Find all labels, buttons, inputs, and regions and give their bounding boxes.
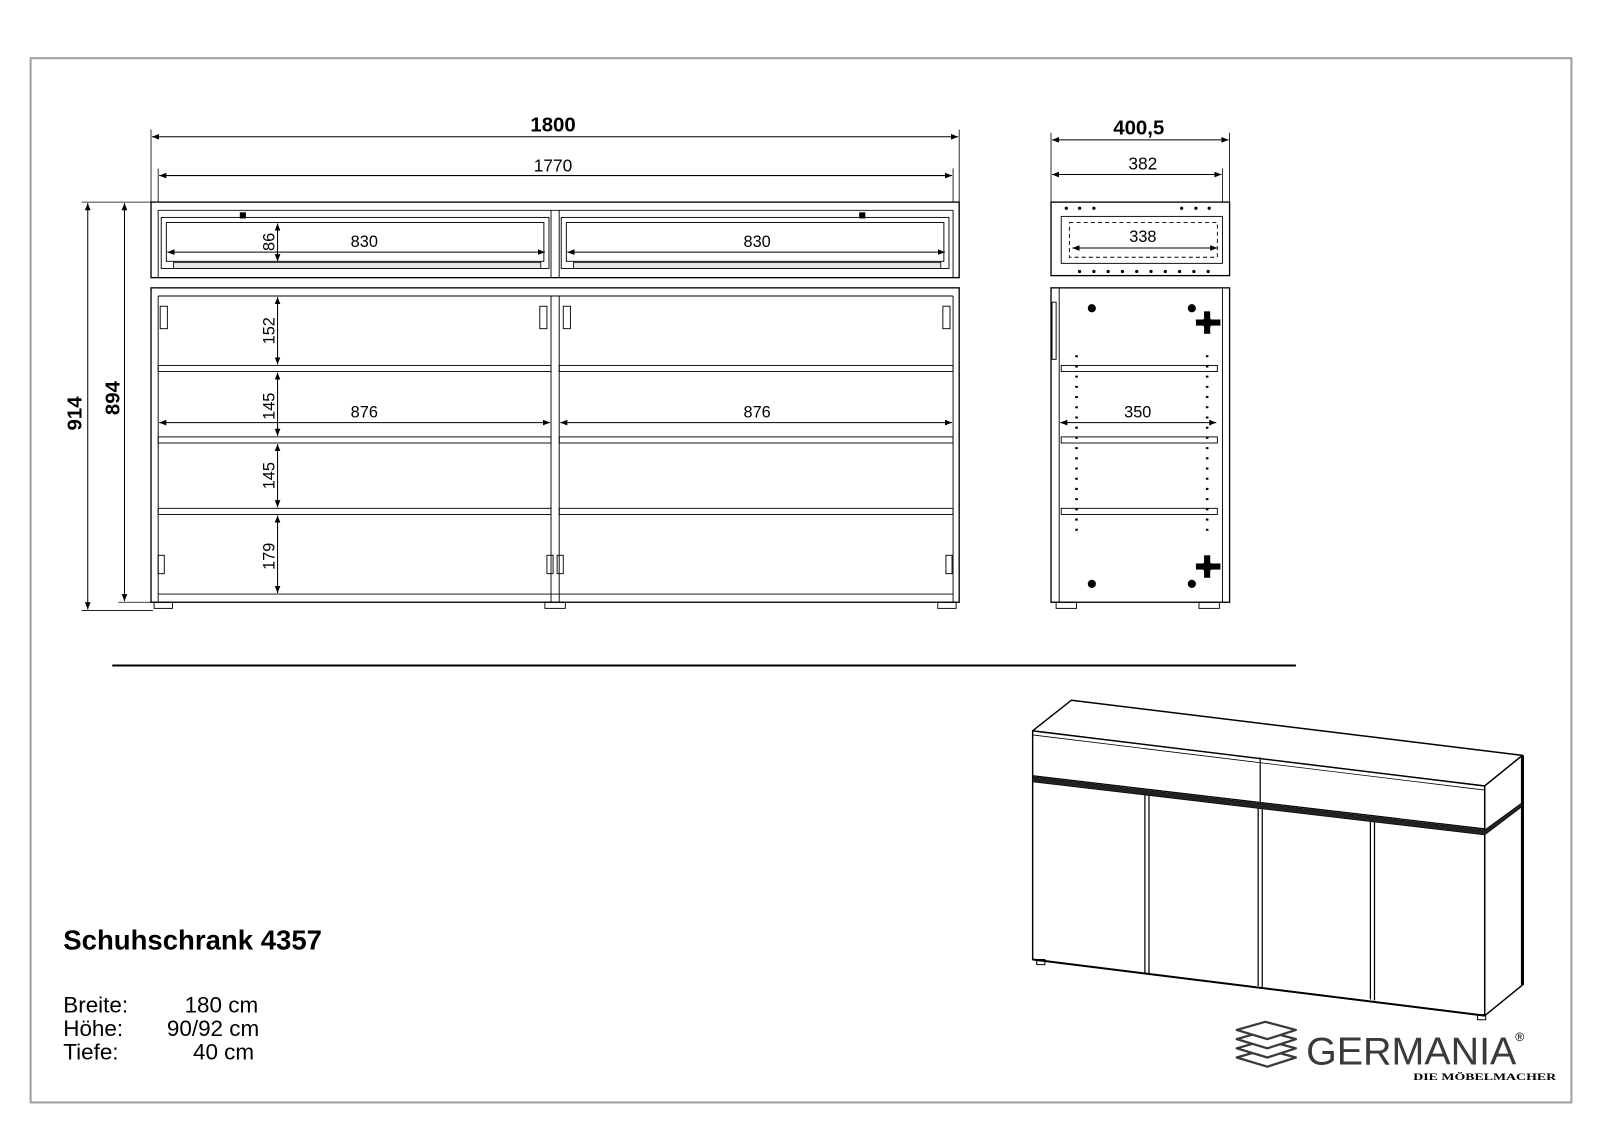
dim-label-overall-width: 1800 [530, 114, 576, 137]
front-view [65, 115, 960, 611]
dim-label-shelf-spacing-4: 179 [260, 542, 279, 570]
cabinet-foot [1056, 602, 1076, 608]
spec-label-width: Breite: [63, 992, 129, 1018]
dim-label-shelf-depth: 350 [1124, 403, 1152, 422]
dim-label-body-depth: 382 [1128, 153, 1158, 174]
brand-tagline: DIE MÖBELMACHER [1413, 1071, 1557, 1082]
connector-holes [1088, 304, 1196, 588]
cabinet-foot [154, 602, 172, 608]
dim-label-shelf-spacing-3: 145 [260, 462, 279, 490]
hinge [158, 555, 164, 573]
shelf [158, 437, 551, 443]
hinge [563, 306, 570, 328]
dim-label-drawer-height: 86 [260, 232, 279, 251]
drawer-runner-left [173, 262, 540, 268]
spec-label-depth: Tiefe: [63, 1039, 119, 1065]
dim-label-overall-depth: 400,5 [1113, 117, 1165, 140]
dim-label-shelf-spacing-1: 152 [260, 317, 279, 345]
hinge [540, 306, 547, 328]
hinge [943, 306, 950, 328]
shelf [158, 508, 551, 514]
shelf [559, 508, 953, 514]
drawer-knob [859, 212, 865, 218]
product-title: Schuhschrank 4357 [63, 924, 322, 956]
side-view [1051, 118, 1230, 609]
dim-label-drawer-width-right: 830 [743, 233, 771, 252]
drawer-knob [240, 212, 246, 218]
hinge [557, 555, 563, 573]
spec-value-depth: 40 cm [192, 1039, 255, 1065]
spec-value-width: 180 cm [184, 992, 259, 1018]
dim-label-compartment-width-right: 876 [743, 403, 771, 422]
spec-value-height: 90/92 cm [166, 1016, 260, 1042]
shelf [559, 365, 953, 371]
shelf [1061, 508, 1217, 514]
cabinet-foot [1199, 602, 1219, 608]
dim-label-shelf-spacing-2: 145 [260, 392, 279, 420]
brand-logo [1237, 1022, 1557, 1082]
perspective-sketch [1033, 700, 1523, 1019]
drawer-runner-right [573, 262, 940, 268]
dim-label-compartment-width-left: 876 [350, 403, 378, 422]
dim-label-drawer-depth: 338 [1129, 227, 1157, 246]
hinge [946, 555, 952, 573]
dim-label-total-height: 914 [64, 396, 87, 431]
dim-label-body-height: 894 [102, 381, 125, 416]
hinge-plate-icon [1196, 555, 1220, 577]
hinge-plate-icon [1196, 311, 1220, 333]
hinge [160, 306, 167, 328]
layers-icon [1237, 1022, 1296, 1067]
door-handle-profile [1052, 302, 1056, 359]
cabinet-foot [938, 602, 956, 608]
dim-label-inner-width: 1770 [533, 155, 573, 176]
cabinet-foot [545, 602, 565, 608]
shelf [158, 365, 551, 371]
shelf [559, 437, 953, 443]
spec-label-height: Höhe: [63, 1016, 124, 1042]
shelf [1061, 437, 1217, 443]
registered-mark: ® [1515, 1030, 1525, 1045]
side-body-outline [1051, 288, 1230, 602]
dim-label-drawer-width-left: 830 [350, 233, 378, 252]
sketch-side-face [1485, 755, 1523, 1015]
hinge [547, 555, 553, 573]
brand-name: GERMANIA [1306, 1030, 1517, 1074]
shelf [1061, 365, 1217, 371]
